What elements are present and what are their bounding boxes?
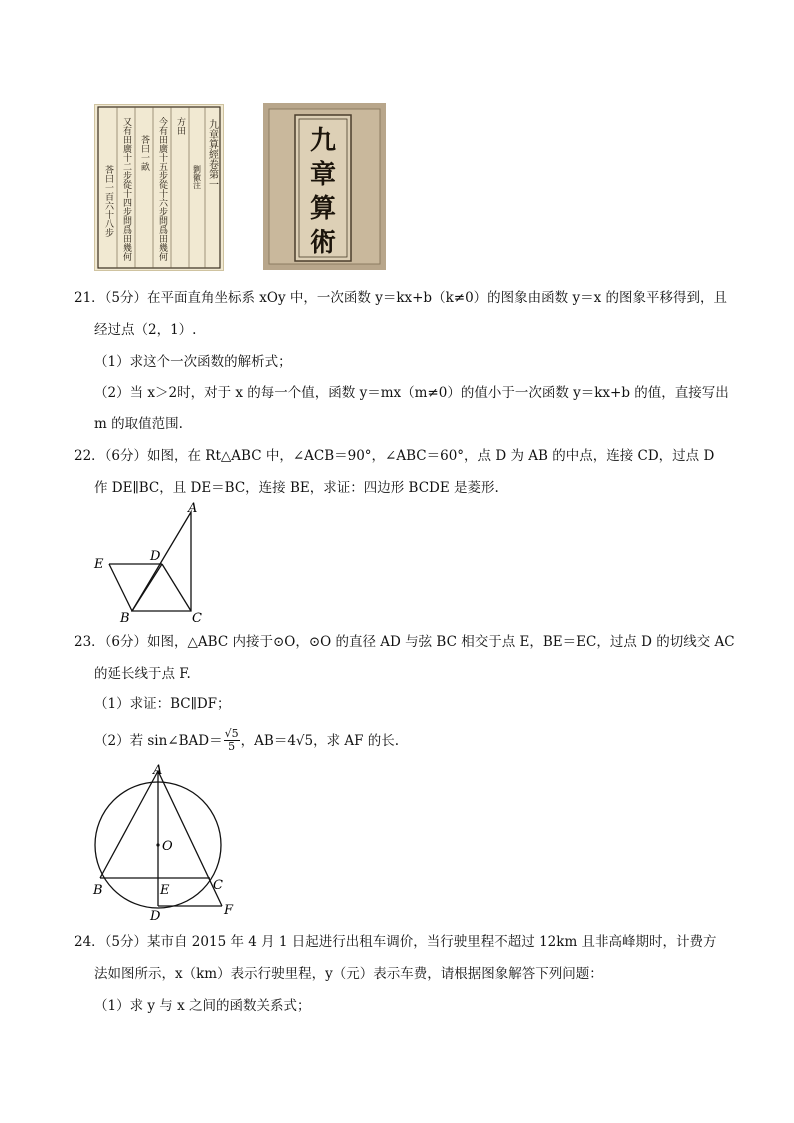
q21-part2-line2: m 的取值范围. [94, 416, 183, 432]
segment-dc [162, 564, 191, 611]
label-f: F [224, 903, 234, 918]
cover-char-1: 九 [309, 126, 337, 156]
q23-part2-suffix: ，AB＝4√5，求 AF 的长. [240, 732, 400, 749]
label-o: O [162, 839, 173, 854]
label-c: C [192, 611, 202, 626]
q23-line1: 23．（6分）如图，△ABC 内接于⊙O，⊙O 的直径 AD 与弦 BC 相交于点 E，BE＝EC，过点 D 的切线交 AC [74, 634, 735, 650]
book-column-7: 荅曰一百六十八步 [103, 165, 113, 237]
label-c: C [213, 878, 223, 893]
q21-part1: （1）求这个一次函数的解析式； [94, 354, 292, 370]
q22-line1: 22．（6分）如图，在 Rt△ABC 中，∠ACB＝90°，∠ABC＝60°，点 D 为 AB 的中点，连接 CD，过点 D [74, 448, 715, 464]
cover-char-4: 術 [309, 228, 337, 258]
q24-line2: 法如图所示，x（km）表示行驶里程，y（元）表示车费，请根据图象解答下列问题： [94, 966, 603, 982]
label-e: E [160, 883, 170, 898]
q21-line2: 经过点（2，1）. [94, 322, 197, 338]
q23-fraction-numerator: √5 [224, 727, 239, 740]
q23-figure [86, 762, 246, 922]
q22-line2: 作 DE∥BC，且 DE＝BC，连接 BE，求证：四边形 BCDE 是菱形. [94, 480, 499, 496]
q23-line2: 的延长线于点 F. [94, 666, 191, 682]
label-a: A [188, 501, 198, 516]
q23-part2-prefix: （2）若 sin∠BAD＝ [94, 732, 223, 749]
q21-part2-line1: （2）当 x＞2时，对于 x 的每一个值，函数 y＝mx（m≠0）的值小于一次函数 y＝kx+b 的值，直接写出 [94, 385, 729, 401]
book-cover-image [263, 103, 386, 270]
label-a: A [153, 763, 163, 778]
cover-char-2: 章 [309, 160, 337, 190]
label-d: D [150, 549, 161, 564]
q23-fraction-denominator: 5 [228, 740, 236, 753]
book-column-3: 方田 [175, 117, 185, 135]
label-b: B [93, 883, 103, 898]
ancient-book-page-image [94, 104, 224, 271]
q23-fraction [224, 728, 240, 753]
circle-triangle-diagram [86, 762, 246, 922]
q21-line1: 21．（5分）在平面直角坐标系 xOy 中，一次函数 y＝kx+b（k≠0）的图象由函数 y＝x 的图象平移得到，且 [74, 290, 727, 306]
book-column-2: 劉徽注 [192, 165, 202, 189]
label-d: D [150, 909, 161, 922]
ancient-book-page-drawing [95, 105, 223, 270]
book-column-6: 又有田廣十二步從十四步問爲田幾何 [121, 117, 131, 261]
label-b: B [120, 611, 130, 626]
q24-part1: （1）求 y 与 x 之间的函数关系式； [94, 998, 311, 1014]
book-column-5: 荅曰一畝 [139, 135, 149, 171]
q23-part2 [94, 728, 399, 753]
book-cover-drawing [263, 103, 386, 270]
segment-eb [109, 564, 132, 611]
segment-ab [100, 771, 158, 878]
book-column-4: 今有田廣十五步從十六步問爲田幾何 [157, 117, 167, 261]
cover-char-3: 算 [309, 194, 337, 224]
q23-part1: （1）求证：BC∥DF； [94, 696, 231, 712]
rhombus-triangle-diagram [86, 498, 216, 628]
book-column-1: 九章算經卷第一 [206, 119, 218, 189]
label-e: E [94, 557, 104, 572]
q24-line1: 24．（5分）某市自 2015 年 4 月 1 日起进行出租车调价，当行驶里程不超过 12km 且非高峰期时，计费方 [74, 934, 717, 950]
center-dot [156, 843, 159, 846]
q22-figure [86, 498, 216, 628]
segment-bd [132, 564, 162, 611]
